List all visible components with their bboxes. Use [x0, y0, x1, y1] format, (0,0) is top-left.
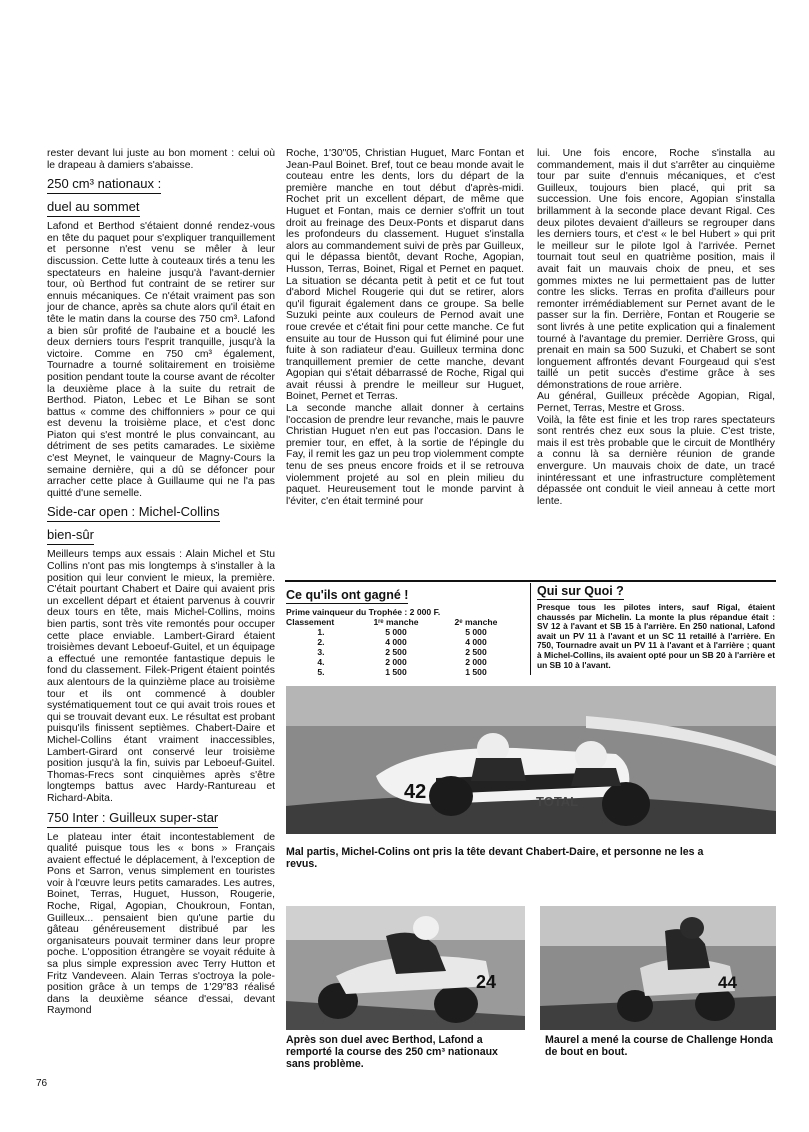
heading-750-inter-line: 750 Inter : Guilleux super-star: [47, 810, 218, 828]
prize-pos: 4.: [317, 657, 325, 667]
lafond-number: 24: [476, 972, 497, 992]
heading-750-inter: [47, 807, 275, 830]
prize-table: [286, 617, 516, 677]
table-row: [286, 647, 516, 657]
prize-pos: 1.: [317, 627, 325, 637]
heading-250-national: [47, 173, 275, 219]
prize-pos: 3.: [317, 647, 325, 657]
heading-side-car: [47, 501, 275, 547]
prize-header-manche-1: 1ʳᵉ manche: [373, 617, 419, 627]
prize-m2: 1 500: [465, 667, 487, 677]
maurel-photo-art: [540, 906, 776, 1030]
prize-header-manche-2: 2ᵉ manche: [454, 617, 498, 627]
sidecar-photo-art: [286, 686, 776, 834]
maurel-photo: [540, 906, 776, 1030]
sidecar-brand: TOTAL: [536, 794, 579, 809]
col3-paragraph-3: Voilà, la fête est finie et les trop rares spectateurs sont rentrés chez eux sous la pluie. C'est triste, mais il est très probable que le circuit de Montlhéry a connu là sa dernière réunion de grande envergure. Un mauvais choix de date, un tracé inintéressant et une infrastructure complètement dépassée ont conduit le vieil anneau à cette mort lente.: [537, 414, 775, 507]
column-3: [537, 148, 775, 507]
quoi-box-title: Qui sur Quoi ?: [537, 584, 624, 598]
prize-table-header: [286, 617, 516, 627]
col2-paragraph-1: Roche, 1'30"05, Christian Huguet, Marc Fontan et Jean-Paul Boinet. Bref, tout ce beau monde avait le couteau entre les dents, lors du départ de la première manche en tout début d'après-midi. Rochet prit un excellent départ, de même que Huguet et Fontan, mais ce dernier s'offrit un tout droit au freinage des Deux-Ponts et disparut dans les profondeurs du classement. Huguet s'installa alors au commandement suivi de près par Guilleux, qui le dépassa bientôt, devant Roche, Agopian, Husson, Terras, Boinet, Rigal et Pernet en paquet. La situation se décanta petit à petit et ce fut tout d'abord Michel Rougerie qui dut se retirer, alors qu'il figurait également dans ce groupe. Sa belle Suzuki peinte aux couleurs de Pernod avait une roue crevée et c'était fini pour cette manche. Ce fut ensuite au tour de Husson qui fut éliminé pour une fuite à son radiateur d'eau. Guilleux termina donc tranquillement premier de cette manche, devant Agopian qui s'était débarrassé de Roche, Rigal qui avait réussi à prendre le meilleur sur Huguet, Boinet, Pernet et Terras.: [286, 148, 524, 403]
heading-side-car-line2: bien-sûr: [47, 527, 94, 545]
box-divider-rule: [530, 583, 531, 675]
sidecar-number: 42: [404, 781, 427, 803]
col1-intro: rester devant lui juste au bon moment : celui où le drapeau à damiers s'abaisse.: [47, 148, 275, 171]
quoi-box-text: Presque tous les pilotes inters, sauf Rigal, étaient chaussés par Michelin. La monte la plus répandue était : SV 12 à l'avant et SB 15 à l'arrière. En 250 national, Lafond avait un PV 11 à l'avant et un SC 11 retaillé à l'arrière. En 750, Tournadre avait un PV 11 à l'avant et à l'arrière ; quant à Michel-Collins, ils avaient opté pour un SB 20 à l'arrière et un SB 10 à l'avant.: [537, 602, 775, 670]
col1-paragraph-250: Lafond et Berthod s'étaient donné rendez-vous en tête du paquet pour s'expliquer tranquillement et personne n'est venu se mêler à leur discussion. Cette lutte à couteaux tirés a tenu les spectateurs en haleine jusqu'à l'avant-dernier tour, où Berthod fut contraint de se retirer sur ennuis mécaniques. Ce n'était vraiment pas son jour de chance, après sa chute alors qu'il était en tête le matin dans la course des 750 cm³. Lafond a bien sûr profité de l'aubaine et a bouclé les deux derniers tours l'esprit tranquille, jusqu'à la victoire. Comme en 750 cm³ également, Tournadre a tourné solitairement en troisième position pendant toute la course avant de récolter la deuxième place à la suite du retrait de Berthod. Piaton, Lebec et Le Bihan se sont battus « comme des chiffonniers » pour ce qui est devenu la troisième place, et c'est donc Piaton qui s'est montré le plus convaincant, au détriment de ses petits camarades. Le sixième c'est Meynet, le vainqueur de Magny-Cours la semaine dernière, qui a dû se défoncer pour arracher cette place à Guillaume qui ne l'a pas quitté d'une semelle.: [47, 221, 275, 499]
sidecar-photo: [286, 686, 776, 834]
col1-paragraph-750: Le plateau inter était incontestablement de qualité puisque tous les « bons » Français avaient effectué le déplacement, à l'exception de Pons et Sarron, venus simplement en touristes voir à l'œuvre leurs petits camarades. Les autres, Boinet, Terras, Huguet, Husson, Rougerie, Roche, Rigal, Agopian, Choukroun, Fontan, Guilleux... pensaient bien qu'une partie du gâteau généreusement distribué par les organisateurs pouvait terminer dans leur propre poche. L'opposition étrangère se voyait réduite à sa plus simple expression avec Terry Hutton et Fritz Vandeveen. Alain Terras s'octroya la pole-position grâce à un temps de 1'29"83 réalisé dans la deuxième séance d'essai, devant Raymond: [47, 831, 275, 1017]
table-row: [286, 657, 516, 667]
lafond-photo: [286, 906, 525, 1030]
prize-m1: 4 000: [385, 637, 407, 647]
column-1: [47, 148, 275, 1017]
maurel-number: 44: [718, 973, 737, 992]
prize-m2: 5 000: [465, 627, 487, 637]
lafond-photo-art: [286, 906, 525, 1030]
box-top-rule: [285, 580, 776, 582]
column-2: [286, 148, 524, 507]
prize-m1: 2 000: [385, 657, 407, 667]
prize-pos: 5.: [317, 667, 325, 677]
prize-m1: 5 000: [385, 627, 407, 637]
heading-250-line2: duel au sommet: [47, 199, 140, 217]
prize-m2: 2 000: [465, 657, 487, 667]
table-row: [286, 637, 516, 647]
caption-maurel: Maurel a mené la course de Challenge Honda de bout en bout.: [545, 1034, 773, 1058]
col3-paragraph-1: lui. Une fois encore, Roche s'installa au commandement, mais il dut s'arrêter au cinquième tour par suite d'ennuis mécaniques, et c'est Guilleux, toujours bien placé, qui prit sa succession. Une fois encore, Agopian s'installa brillamment à la seconde place devant Rigal. Ces deux pilotes devaient d'ailleurs se regrouper dans les derniers tours, et c'est « le bel Hubert » qui prit le meilleur sur le pilote Igol à l'arrivée. Pernet tournait tout seul en quatrième position, mais il avait fait un mauvais choix de pneu, et ses gommes mixtes ne lui permettaient pas de lutter contre les slicks. Terras en profita d'ailleurs pour remonter irrémédiablement sur Pernet avant de le passer sur la fin. Derrière, Fontan et Rougerie se sont livrés à une petite explication qui a finalement tourné à l'avantage du premier. Derrière Gross, qui prenait en main sa 500 Suzuki, et Chabert se sont longuement affrontés devant Fourgeaud qui s'est taillé un petit succès d'estime grâce à ses démonstrations de roue arrière.: [537, 148, 775, 391]
caption-lafond: Après son duel avec Berthod, Lafond a remporté la course des 250 cm³ nationaux sans problème.: [286, 1034, 498, 1070]
prize-m2: 2 500: [465, 647, 487, 657]
heading-side-car-line1: Side-car open : Michel-Collins: [47, 504, 220, 522]
table-row: [286, 667, 516, 677]
quoi-box: [537, 584, 775, 670]
prize-header-classement: Classement: [286, 617, 335, 627]
page-number: 76: [36, 1078, 48, 1089]
prize-m2: 4 000: [465, 637, 487, 647]
heading-250-line1: 250 cm³ nationaux :: [47, 176, 161, 194]
col3-paragraph-2: Au général, Guilleux précède Agopian, Rigal, Pernet, Terras, Mestre et Gross.: [537, 391, 775, 415]
col1-paragraph-side-car: Meilleurs temps aux essais : Alain Michel et Stu Collins n'ont pas mis longtemps à s'installer à la position qui leur convient le mieux, la première. C'était pourtant Chabert et Daire qui avaient pris un excellent départ et étaient parvenus à couvrir deux tours en tête, mais Michel-Collins, moins bien partis, sont très vite remontés pour occuper cette place enviable. Lambert-Girard étaient troisièmes devant Leboeuf-Guitel, et un équipage a effectué une remontée fantastique depuis le fond du classement. Filek-Prigent étaient pointés aux alentours de la quinzième place au troisième tour et ils ont commencé à doubler systématiquement tout ce qui avait trois roues et qui se trouvait devant eux. Le résultat est probant puisqu'ils finissent septièmes. Chabert-Daire et Michel-Collins étant vraiment inaccessibles, Lambert-Girard ont conservé leur troisième position jusqu'à la fin, suivis par Leboeuf-Guitel. Thomas-Frecs sont cinquièmes après s'être longtemps battus avec Hardy-Rantureau et Richard-Abita.: [47, 549, 275, 804]
prize-pos: 2.: [317, 637, 325, 647]
prize-prime: Prime vainqueur du Trophée : 2 000 F.: [286, 607, 441, 617]
prize-box: [286, 588, 524, 677]
table-row: [286, 627, 516, 637]
caption-sidecar: Mal partis, Michel-Colins ont pris la tête devant Chabert-Daire, et personne ne les a revus.: [286, 846, 704, 870]
prize-box-title: Ce qu'ils ont gagné !: [286, 588, 409, 602]
prize-m1: 2 500: [385, 647, 407, 657]
col2-paragraph-2: La seconde manche allait donner à certains l'occasion de prendre leur revanche, mais le pauvre Christian Huguet n'en eut pas l'occasion. Dans le premier tour, en effet, à la sortie de l'épingle du Fay, il remit les gaz un peu trop violemment compte tenu de ses pneus encore froids et il se retrouva violemment projeté au sol en plein milieu du paquet. Heureusement tout le monde parvint à l'éviter, c'en était terminé pour: [286, 403, 524, 507]
prize-m1: 1 500: [385, 667, 407, 677]
